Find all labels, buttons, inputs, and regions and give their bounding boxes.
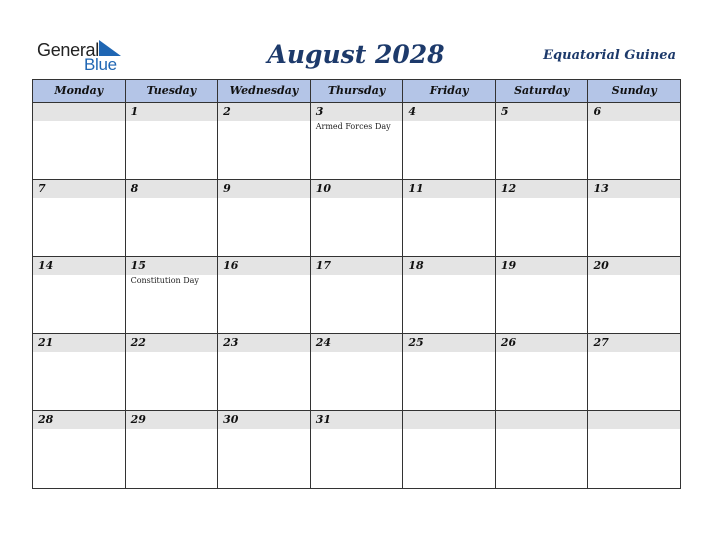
day-cell [403, 103, 496, 179]
holiday-label [33, 198, 125, 199]
day-cell [311, 180, 404, 256]
holiday-label [403, 198, 495, 199]
day-cell [496, 257, 589, 333]
day-number: 18 [403, 257, 495, 275]
day-cell [33, 257, 126, 333]
holiday-label [496, 275, 588, 276]
week-row [33, 103, 680, 180]
day-cell [403, 180, 496, 256]
day-number: 1 [126, 103, 218, 121]
holiday-label [403, 121, 495, 122]
calendar-grid [32, 79, 681, 489]
holiday-label [588, 121, 680, 122]
day-number: 23 [218, 334, 310, 352]
holiday-label [126, 352, 218, 353]
holiday-label [218, 429, 310, 430]
holiday-label [33, 429, 125, 430]
holiday-label [496, 198, 588, 199]
calendar-title: August 2028 [267, 40, 445, 69]
logo-blue-text: Blue [84, 55, 117, 74]
day-cell [33, 180, 126, 256]
day-cell [218, 334, 311, 410]
day-number: 15 [126, 257, 218, 275]
day-cell [311, 103, 404, 179]
day-number: 9 [218, 180, 310, 198]
day-number: 17 [311, 257, 403, 275]
day-number: 26 [496, 334, 588, 352]
day-number: 29 [126, 411, 218, 429]
holiday-label: Armed Forces Day [315, 122, 391, 131]
day-number: 27 [588, 334, 680, 352]
holiday-label [496, 352, 588, 353]
day-number: 20 [588, 257, 680, 275]
day-cell [588, 257, 680, 333]
weekday-saturday: Saturday [496, 80, 589, 102]
day-number: 30 [218, 411, 310, 429]
holiday-label [588, 275, 680, 276]
holiday-label [126, 121, 218, 122]
day-cell [33, 103, 126, 179]
holiday-label [403, 429, 495, 430]
holiday-label [33, 352, 125, 353]
day-cell [218, 257, 311, 333]
day-cell [588, 334, 680, 410]
day-number: 7 [33, 180, 125, 198]
day-number: 8 [126, 180, 218, 198]
day-cell [496, 334, 589, 410]
day-number: 16 [218, 257, 310, 275]
day-cell [33, 334, 126, 410]
day-number: 22 [126, 334, 218, 352]
day-number: 6 [588, 103, 680, 121]
day-cell [126, 180, 219, 256]
day-number: 2 [218, 103, 310, 121]
day-cell [126, 411, 219, 488]
day-cell [218, 103, 311, 179]
holiday-label [218, 121, 310, 122]
day-cell [496, 180, 589, 256]
day-cell [126, 334, 219, 410]
day-number: 31 [311, 411, 403, 429]
day-cell [403, 411, 496, 488]
holiday-label [588, 352, 680, 353]
day-number [33, 103, 125, 121]
holiday-label [588, 198, 680, 199]
day-cell [218, 411, 311, 488]
weekday-friday: Friday [403, 80, 496, 102]
day-cell [588, 411, 680, 488]
holiday-label [311, 275, 403, 276]
day-cell [588, 180, 680, 256]
day-number: 4 [403, 103, 495, 121]
day-cell [496, 411, 589, 488]
day-cell [588, 103, 680, 179]
day-number: 5 [496, 103, 588, 121]
weekday-sunday: Sunday [611, 84, 657, 97]
holiday-label: Constitution Day [130, 276, 199, 285]
calendar-weeks [33, 103, 680, 488]
holiday-label [311, 429, 403, 430]
week-row [33, 257, 680, 334]
day-number: 14 [33, 257, 125, 275]
day-number: 13 [588, 180, 680, 198]
day-cell [403, 257, 496, 333]
day-cell [33, 411, 126, 488]
holiday-label [403, 275, 495, 276]
weekday-header [33, 80, 680, 103]
day-number: 21 [33, 334, 125, 352]
holiday-label [218, 198, 310, 199]
day-cell [126, 103, 219, 179]
day-cell [126, 257, 219, 333]
day-cell [311, 334, 404, 410]
day-number: 3 [311, 103, 403, 121]
logo-general-text: General [37, 40, 99, 60]
day-number: 28 [33, 411, 125, 429]
day-cell [218, 180, 311, 256]
week-row [33, 334, 680, 411]
day-number [403, 411, 495, 429]
holiday-label [33, 275, 125, 276]
weekday-wednesday: Wednesday [218, 80, 311, 102]
day-cell [311, 411, 404, 488]
holiday-label [588, 429, 680, 430]
holiday-label [126, 429, 218, 430]
day-number: 11 [403, 180, 495, 198]
day-number: 10 [311, 180, 403, 198]
day-number: 12 [496, 180, 588, 198]
weekday-tuesday: Tuesday [126, 80, 219, 102]
weekday-monday: Monday [33, 80, 126, 102]
holiday-label [218, 352, 310, 353]
holiday-label [33, 121, 125, 122]
holiday-label [126, 198, 218, 199]
day-number [588, 411, 680, 429]
day-cell [311, 257, 404, 333]
day-number: 24 [311, 334, 403, 352]
holiday-label [218, 275, 310, 276]
holiday-label [311, 352, 403, 353]
week-row [33, 411, 680, 488]
holiday-label [496, 121, 588, 122]
day-number [496, 411, 588, 429]
holiday-label [311, 198, 403, 199]
holiday-label [496, 429, 588, 430]
day-number: 19 [496, 257, 588, 275]
weekday-thursday: Thursday [311, 80, 404, 102]
country-name: Equatorial Guinea [543, 48, 676, 63]
holiday-label [403, 352, 495, 353]
day-number: 25 [403, 334, 495, 352]
day-cell [496, 103, 589, 179]
day-cell [403, 334, 496, 410]
week-row [33, 180, 680, 257]
